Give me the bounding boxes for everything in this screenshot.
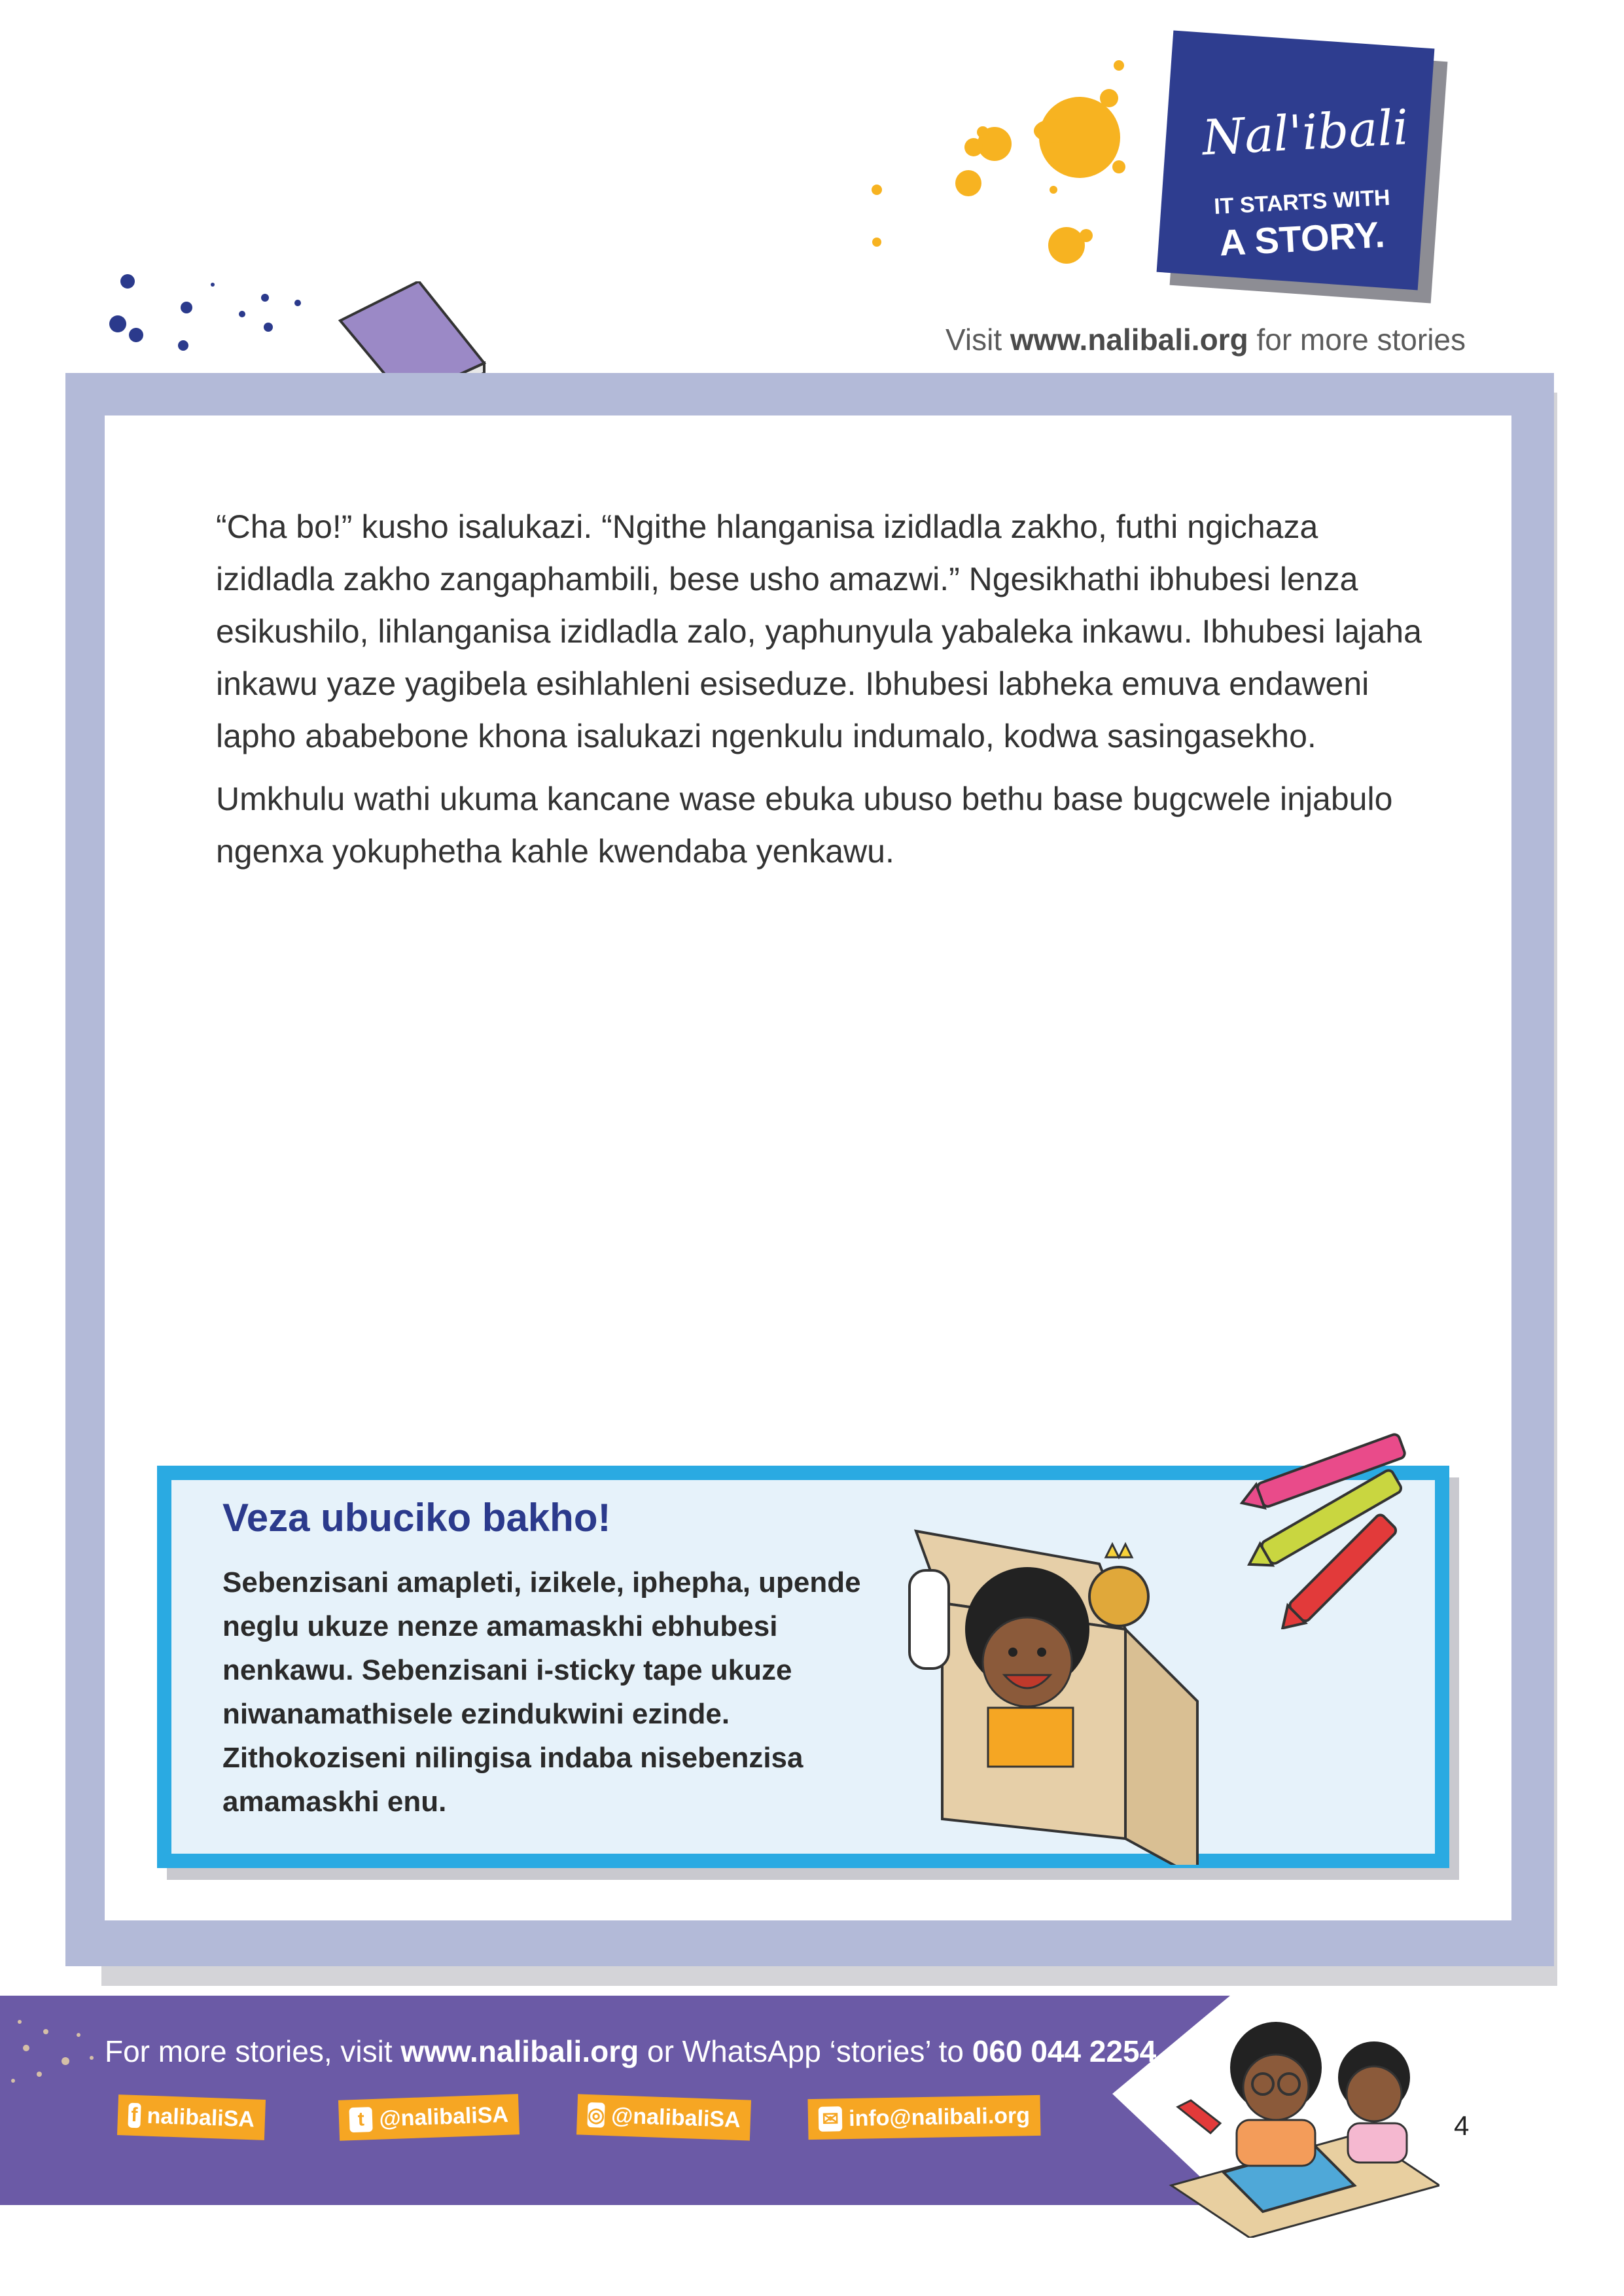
email-icon: ✉ bbox=[819, 2106, 843, 2132]
children-reading-illustration bbox=[1165, 1989, 1439, 2238]
footer-url-link[interactable]: www.nalibali.org bbox=[400, 2034, 639, 2068]
logo-tagline-top: IT STARTS WITH bbox=[1213, 185, 1391, 220]
instagram-link[interactable] bbox=[576, 2094, 751, 2140]
story-paragraph: Umkhulu wathi ukuma kancane wase ebuka ubuso bethu base bugcwele injabulo ngenxa yokuphetha kahle kwendaba yenkawu. bbox=[216, 781, 1393, 870]
instagram-icon: ◎ bbox=[587, 2102, 605, 2128]
twitter-handle: @nalibaliSA bbox=[378, 2102, 509, 2132]
nalibali-logo bbox=[1152, 26, 1492, 314]
instagram-handle: @nalibaliSA bbox=[610, 2102, 741, 2132]
story-text bbox=[216, 501, 1426, 888]
footer-text-end: . bbox=[1156, 2034, 1165, 2068]
crayons-illustration bbox=[1230, 1433, 1426, 1629]
email-link[interactable] bbox=[807, 2095, 1040, 2140]
facebook-icon: f bbox=[128, 2103, 141, 2128]
activity-title: Veza ubuciko bakho! bbox=[222, 1496, 611, 1540]
logo-tagline-bottom: A STORY. bbox=[1218, 213, 1386, 264]
email-address: info@nalibali.org bbox=[848, 2102, 1031, 2131]
twitter-link[interactable] bbox=[338, 2094, 520, 2141]
twitter-icon: t bbox=[349, 2107, 373, 2132]
paint-splash-decoration bbox=[779, 26, 1145, 301]
child-in-box-illustration bbox=[890, 1511, 1230, 1865]
footer-phone-number[interactable]: 060 044 2254 bbox=[972, 2034, 1157, 2068]
logo-brand: Nal'ibali bbox=[1201, 99, 1410, 167]
footer-text-prefix: For more stories, visit bbox=[105, 2034, 401, 2068]
visit-suffix: for more stories bbox=[1248, 323, 1466, 357]
footer-text-middle: or WhatsApp ‘stories’ to bbox=[639, 2034, 972, 2068]
visit-url-link[interactable]: www.nalibali.org bbox=[1010, 323, 1248, 357]
story-paragraph: “Cha bo!” kusho isalukazi. “Ngithe hlanganisa izidladla zakho, futhi ngichaza izidladla zakho zangaphambili, bese usho amazwi.” Ngesikhathi ibhubesi lenza esikushilo, lihlanganisa izidladla zalo, yaphunyula yabaleka inkawu. Ibhubesi lajaha inkawu yaze yagibela esihlahleni esiseduze. Ibhubesi labheka emuva endaweni lapho ababebone khona isalukazi ngenkulu indumalo, kodwa sasingasekho. bbox=[216, 508, 1422, 754]
facebook-link[interactable] bbox=[117, 2094, 266, 2140]
visit-prefix: Visit bbox=[945, 323, 1010, 357]
footer-contact-line bbox=[105, 2034, 1165, 2069]
visit-website-line bbox=[838, 322, 1466, 357]
page-number: 4 bbox=[1454, 2110, 1470, 2141]
facebook-handle: nalibaliSA bbox=[147, 2103, 255, 2132]
activity-instructions: Sebenzisani amapleti, izikele, iphepha, upende neglu ukuze nenze amamaskhi ebhubesi nenkawu. Sebenzisani i-sticky tape ukuze niwanamathisele ezindukwini ezinde. Zithokoziseni nilingisa indaba nisebenzisa amamaskhi enu. bbox=[222, 1566, 861, 1818]
